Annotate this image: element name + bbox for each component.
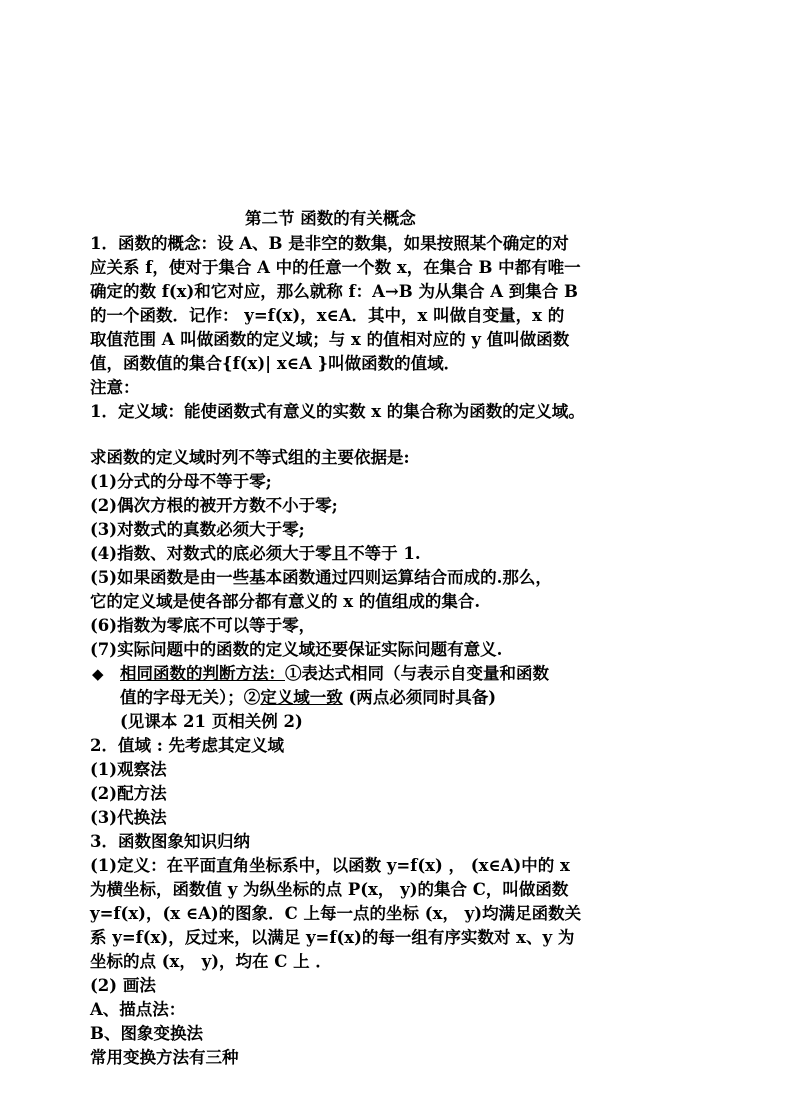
list-item: (2)配方法 — [90, 784, 167, 803]
text-line: 为横坐标，函数值 y 为纵坐标的点 P(x， y)的集合 C，叫做函数 — [90, 880, 569, 899]
text-line: 应关系 f，使对于集合 A 中的任意一个数 x，在集合 B 中都有唯一 — [90, 258, 581, 277]
text-line: (1)定义：在平面直角坐标系中，以函数 y=f(x) ， (x∈A)中的 x — [90, 856, 570, 875]
text-line: (2) 画法 — [90, 976, 156, 995]
text-line: 求函数的定义域时列不等式组的主要依据是: — [90, 448, 410, 467]
text-line: 2．值域 : 先考虑其定义域 — [90, 736, 285, 755]
text-line: 的一个函数．记作： y=f(x)，x∈A．其中，x 叫做自变量，x 的 — [90, 306, 565, 325]
text-line: 确定的数 f(x)和它对应，那么就称 f：A→B 为从集合 A 到集合 B — [90, 282, 578, 301]
bullet-text: (两点必须同时具备) — [342, 688, 497, 707]
list-item: 它的定义域是使各部分都有意义的 x 的值组成的集合. — [90, 592, 481, 611]
bullet-line — [120, 662, 549, 686]
list-item: (2)偶次方根的被开方数不小于零; — [90, 496, 338, 515]
list-item: (3)对数式的真数必须大于零; — [90, 520, 305, 539]
text-line: 常用变换方法有三种 — [90, 1048, 239, 1067]
text-line: 3．函数图象知识归纳 — [90, 832, 250, 851]
bullet-heading: 相同函数的判断方法： — [120, 664, 285, 683]
bullet-text: 值的字母无关）；② — [120, 688, 261, 707]
list-item: (3)代换法 — [90, 808, 167, 827]
list-item: (5)如果函数是由一些基本函数通过四则运算结合而成的.那么， — [90, 568, 552, 587]
diamond-bullet-icon: ◆ — [92, 665, 104, 683]
text-line: 系 y=f(x)，反过来，以满足 y=f(x)的每一组有序实数对 x、y 为 — [90, 928, 575, 947]
section-title: 第二节 函数的有关概念 — [245, 209, 416, 228]
text-line: 注意： — [90, 378, 140, 397]
bullet-underlined: 定义域一致 — [260, 688, 343, 707]
list-item: (6)指数为零底不可以等于零， — [90, 616, 316, 635]
list-item: (1)观察法 — [90, 760, 167, 779]
text-line: 值，函数值的集合{f(x)| x∈A }叫做函数的值域． — [90, 354, 461, 373]
list-item: (1)分式的分母不等于零; — [90, 472, 272, 491]
text-line: 坐标的点 (x， y)，均在 C 上 ． — [90, 952, 332, 971]
text-line: 取值范围 A 叫做函数的定义域；与 x 的值相对应的 y 值叫做函数 — [90, 330, 570, 349]
bullet-line — [120, 686, 496, 710]
text-line: y=f(x)，(x ∈A)的图象．C 上每一点的坐标 (x， y)均满足函数关 — [90, 904, 582, 923]
text-line: A、描点法： — [90, 1000, 186, 1019]
text-line: B、图象变换法 — [90, 1024, 203, 1043]
bullet-line: (见课本 21 页相关例 2) — [120, 712, 303, 731]
list-item: (4)指数、对数式的底必须大于零且不等于 1. — [90, 544, 421, 563]
text-line: 1．函数的概念：设 A、B 是非空的数集，如果按照某个确定的对 — [90, 234, 569, 253]
list-item: (7)实际问题中的函数的定义域还要保证实际问题有意义. — [90, 640, 503, 659]
text-line: 1．定义域：能使函数式有意义的实数 x 的集合称为函数的定义域。 — [90, 402, 585, 421]
bullet-text: ①表达式相同（与表示自变量和函数 — [285, 664, 549, 683]
